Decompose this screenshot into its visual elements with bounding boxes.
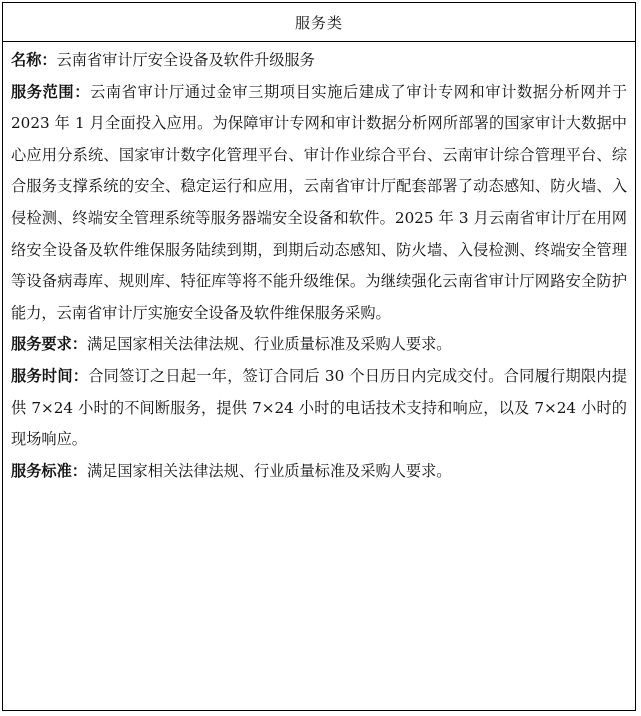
scope-value: 云南省审计厅通过金审三期项目实施后建成了审计专网和审计数据分析网并于 2023 年 1 月全面投入应用。为保障审计专网和审计数据分析网所部署的国家审计大数据中心应用分系统、国家审计数字化管理平台、审计作业综合平台、云南审计综合管理平台、综合服务支撑系统的安全、稳定运行和应用，云南省审计厅配套部署了动态感知、防火墙、入侵检测、终端安全管理系统等服务器端安全设备和软件。2025 年 3 月云南省审计厅在用网络安全设备及软件维保服务陆续到期，到期后动态感知、防火墙、入侵检测、终端安全管理等设备病毒库、规则库、特征库等将不能升级维保。为继续强化云南省审计厅网路安全防护能力，云南省审计厅实施安全设备及软件维保服务采购。 bbox=[11, 82, 628, 322]
name-value: 云南省审计厅安全设备及软件升级服务 bbox=[56, 51, 315, 69]
name-row bbox=[11, 45, 627, 77]
requirement-label: 服务要求： bbox=[11, 335, 87, 354]
requirement-value: 满足国家相关法律法规、行业质量标准及采购人要求。 bbox=[86, 335, 452, 354]
standard-value: 满足国家相关法律法规、行业质量标准及采购人要求。 bbox=[86, 461, 452, 480]
service-table bbox=[2, 2, 636, 711]
table-header-title: 服务类 bbox=[294, 13, 343, 32]
standard-label: 服务标准： bbox=[11, 461, 87, 480]
scope-row bbox=[11, 77, 627, 330]
time-label: 服务时间： bbox=[11, 366, 89, 385]
table-header bbox=[3, 3, 635, 42]
table-body bbox=[3, 42, 635, 487]
requirement-row bbox=[11, 329, 627, 361]
scope-label: 服务范围： bbox=[11, 82, 91, 101]
time-value: 合同签订之日起一年，签订合同后 30 个日历日内完成交付。合同履行期限内提供 7×24 小时的不间断服务，提供 7×24 小时的电话技术支持和响应，以及 7×24 小时的现场响应。 bbox=[11, 366, 628, 449]
standard-row bbox=[11, 456, 627, 488]
name-label: 名称： bbox=[11, 51, 57, 69]
time-row bbox=[11, 361, 627, 456]
